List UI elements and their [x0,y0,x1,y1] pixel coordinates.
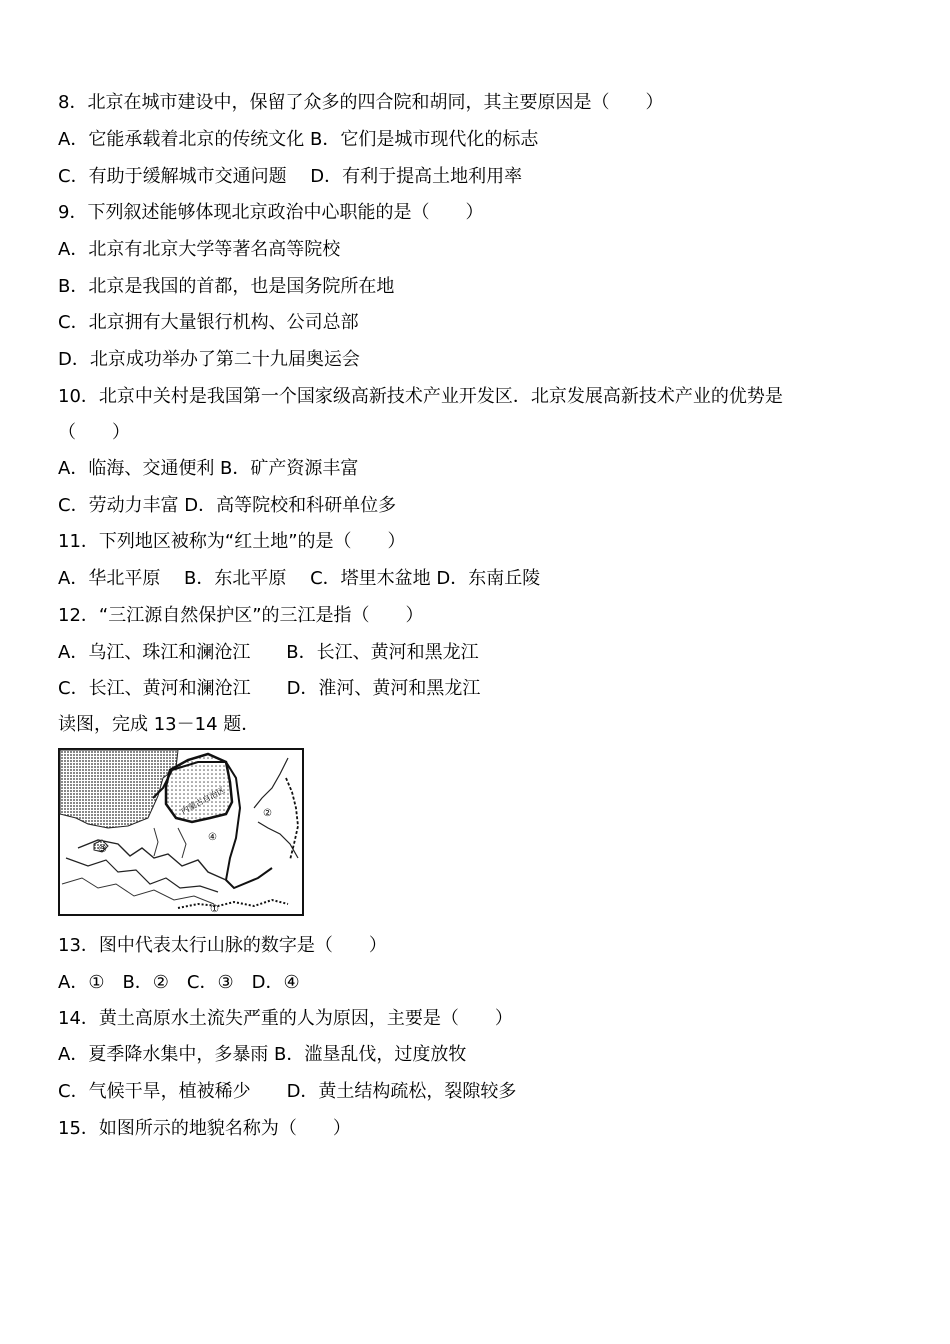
instruction: 读图，完成 13－14 题． [58,714,260,735]
q9-option-d: D．北京成功举办了第二十九届奥运会 [58,349,360,370]
region-label: 内蒙古自治区 [179,785,227,816]
q14-stem: 14．黄土高原水土流失严重的人为原因，主要是（ ） [58,1008,513,1029]
q8-stem: 8．北京在城市建设中，保留了众多的四合院和胡同，其主要原因是（ ） [58,92,664,113]
marker-3: ③ [98,844,107,855]
q13-stem: 13．图中代表太行山脉的数字是（ ） [58,935,387,956]
q13-options: A．① B．② C．③ D．④ [58,972,300,993]
q12-options-cd: C．长江、黄河和澜沧江 D．淮河、黄河和黑龙江 [58,678,481,699]
q9-option-a: A．北京有北京大学等著名高等院校 [58,239,341,260]
q10-options-cd: C．劳动力丰富 D．高等院校和科研单位多 [58,495,397,516]
q14-options-cd: C．气候干旱，植被稀少 D．黄土结构疏松，裂隙较多 [58,1081,517,1102]
q11-stem: 11．下列地区被称为“红土地”的是（ ） [58,531,406,552]
marker-2: ② [263,808,272,819]
q12-options-ab: A．乌江、珠江和澜沧江 B．长江、黄河和黑龙江 [58,642,479,663]
q9-stem: 9．下列叙述能够体现北京政治中心职能的是（ ） [58,202,484,223]
north-china-map [58,748,304,918]
q8-options-cd: C．有助于缓解城市交通问题 D．有利于提高土地利用率 [58,166,523,187]
q15-stem: 15．如图所示的地貌名称为（ ） [58,1118,351,1139]
q11-options: A．华北平原 B．东北平原 C．塔里木盆地 D．东南丘陵 [58,568,541,589]
marker-4: ④ [208,832,217,843]
q9-option-c: C．北京拥有大量银行机构、公司总部 [58,312,359,333]
q14-options-ab: A．夏季降水集中，多暴雨 B．滥垦乱伐，过度放牧 [58,1044,467,1065]
q8-options-ab: A．它能承载着北京的传统文化 B．它们是城市现代化的标志 [58,129,539,150]
q10-stem-line2: （ ） [58,422,130,443]
q9-option-b: B．北京是我国的首都，也是国务院所在地 [58,276,395,297]
q10-options-ab: A．临海、交通便利 B．矿产资源丰富 [58,458,359,479]
q10-stem-line1: 10．北京中关村是我国第一个国家级高新技术产业开发区．北京发展高新技术产业的优势是 [58,386,783,407]
marker-1: ① [210,904,219,915]
q12-stem: 12．“三江源自然保护区”的三江是指（ ） [58,605,424,626]
